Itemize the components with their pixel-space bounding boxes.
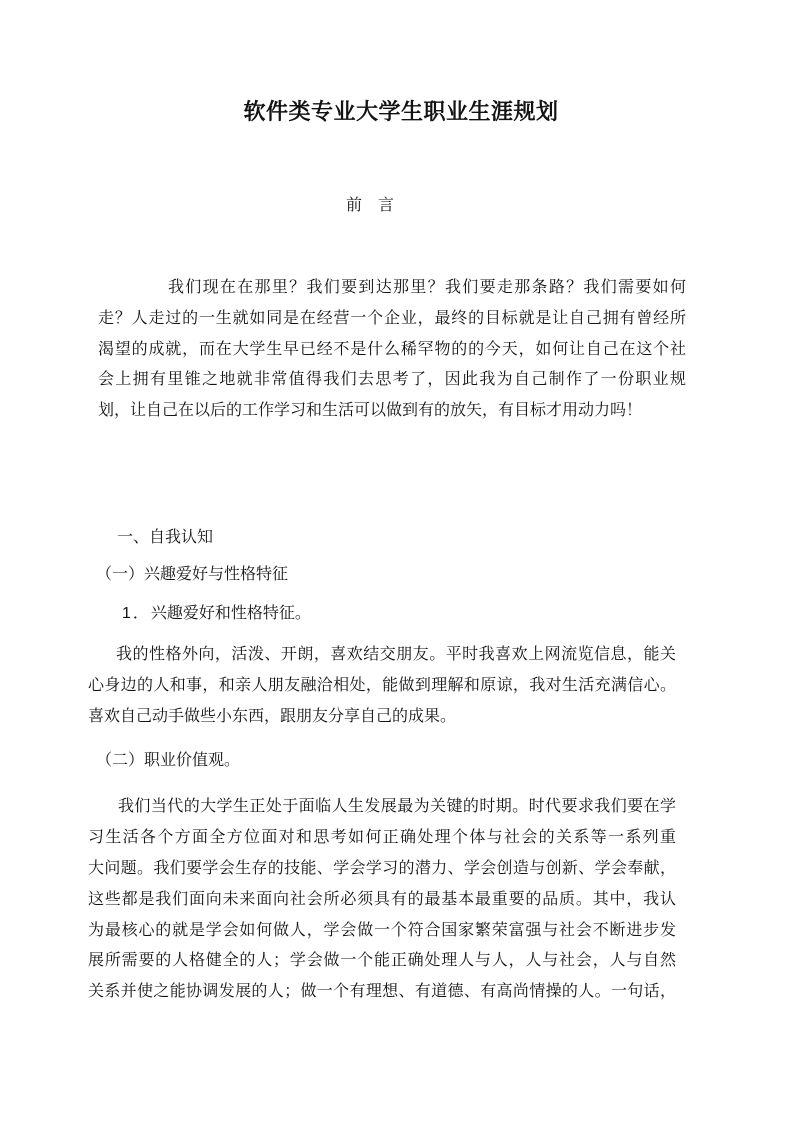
- section-heading-self-awareness: 一、自我认知: [117, 528, 214, 546]
- text-line: 大问题。我们要学会生存的技能、学会学习的潜力、学会创造与创新、学会奉献，: [88, 859, 676, 877]
- subsection-heading-values: （二）职业价值观。: [96, 752, 241, 770]
- text-line: 习生活各个方面全方位面对和思考如何正确处理个体与社会的关系等一系列重: [88, 829, 676, 847]
- subsection-heading-interests: （一）兴趣爱好与性格特征: [96, 565, 289, 583]
- text-line: 喜欢自己动手做些小东西，跟朋友分享自己的成果。: [88, 707, 457, 725]
- text-line: 这些都是我们面向未来面向社会所必须具有的最基本最重要的品质。其中，我认: [88, 890, 676, 908]
- preface-heading: 前 言: [345, 197, 394, 214]
- text-line: 为最核心的就是学会如何做人，学会做一个符合国家繁荣富强与社会不断进步发: [88, 921, 676, 939]
- text-line: 关系并使之能协调发展的人；做一个有理想、有道德、有高尚情操的人。一句话，: [88, 983, 676, 1001]
- intro-paragraph: [98, 273, 686, 427]
- text-line: 我们当代的大学生正处于面临人生发展最为关键的时期。时代要求我们要在学: [118, 798, 676, 816]
- text-line: 我们现在在那里？我们要到达那里？我们要走那条路？我们需要如何: [168, 279, 686, 296]
- text-line: 会上拥有里锥之地就非常值得我们去思考了，因此我为自己制作了一份职业规: [98, 371, 686, 389]
- item-title: 兴趣爱好和性格特征。: [150, 604, 311, 622]
- item-heading-interests: [88, 598, 676, 629]
- text-line: 展所需要的人格健全的人；学会做一个能正确处理人与人，人与社会，人与自然: [88, 952, 676, 970]
- text-line: 走？人走过的一生就如同是在经营一个企业，最终的目标就是让自己拥有曾经所: [98, 309, 686, 327]
- text-line: 划，让自己在以后的工作学习和生活可以做到有的放矢，有目标才用动力吗！: [98, 402, 643, 420]
- text-line: 我的性格外向，活泼、开朗，喜欢结交朋友。平时我喜欢上网流览信息，能关: [116, 645, 676, 663]
- text-line: 渴望的成就，而在大学生早已经不是什么稀罕物的的今天，如何让自己在这个社: [98, 340, 686, 358]
- item-number: 1．: [122, 604, 151, 622]
- personality-paragraph: [88, 640, 676, 732]
- text-line: 心身边的人和事，和亲人朋友融洽相处，能做到理解和原谅，我对生活充满信心。: [88, 676, 676, 694]
- values-paragraph: [88, 792, 676, 1008]
- document-title: 软件类专业大学生职业生涯规划: [243, 99, 559, 124]
